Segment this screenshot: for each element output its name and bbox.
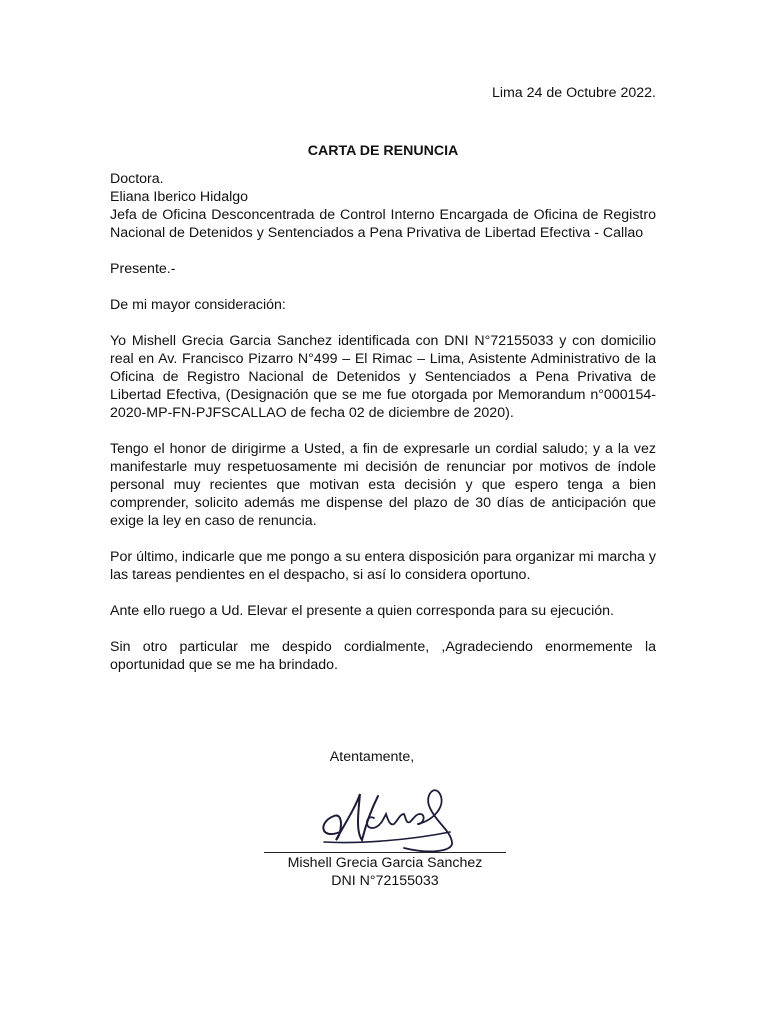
signature-block	[260, 784, 510, 904]
body-paragraph-resignation: Tengo el honor de dirigirme a Usted, a fin de expresarle un cordial saludo; y a la vez manifestarle muy respetuosamente mi decisión de renunciar por motivos de índole personal muy recientes que motivan esta decisión y que espero tenga a bien comprender, solicito además me dispense del plazo de 30 días de anticipación que exige la ley en caso de renuncia.	[110, 441, 656, 529]
greeting-line: De mi mayor consideración:	[110, 297, 286, 313]
signer-name: Mishell Grecia Garcia Sanchez	[287, 855, 483, 871]
signature-line	[264, 852, 506, 853]
closing-word: Atentamente,	[329, 749, 415, 765]
signer-dni: DNI N°72155033	[331, 873, 439, 889]
letter-date: Lima 24 de Octubre 2022.	[491, 85, 656, 101]
presente-line: Presente.-	[110, 261, 176, 277]
body-paragraph-availability: Por último, indicarle que me pongo a su entera disposición para organizar mi marcha y las tareas pendientes en el despacho, si así lo considera oportuno.	[110, 549, 656, 583]
recipient-salutation: Doctora.	[110, 171, 164, 187]
letter-body	[110, 84, 656, 889]
recipient-block	[110, 170, 656, 242]
recipient-position: Jefa de Oficina Desconcentrada de Control Interno Encargada de Oficina de Registro Nacional de Detenidos y Sentenciados a Pena Privativa de Libertad Efectiva - Callao	[110, 207, 656, 241]
body-paragraph-identification: Yo Mishell Grecia Garcia Sanchez identificada con DNI N°72155033 y con domicilio real en Av. Francisco Pizarro N°499 – El Rimac – Lima, Asistente Administrativo de la Oficina de Registro Nacional de Detenidos y Sentenciados a Pena Privativa de Libertad Efectiva, (Designación que se me fue otorgada por Memorandum n°000154-2020-MP-FN-PJFSCALLAO de fecha 02 de diciembre de 2020).	[110, 333, 656, 421]
handwritten-signature	[300, 784, 470, 854]
recipient-name: Eliana Iberico Hidalgo	[110, 189, 249, 205]
letter-title: CARTA DE RENUNCIA	[307, 143, 459, 159]
body-paragraph-request: Ante ello ruego a Ud. Elevar el presente a quien corresponda para su ejecución.	[110, 603, 614, 619]
body-paragraph-farewell: Sin otro particular me despido cordialmente, ,Agradeciendo enormemente la oportunidad que se me ha brindado.	[110, 639, 656, 673]
closing-block	[110, 748, 656, 766]
